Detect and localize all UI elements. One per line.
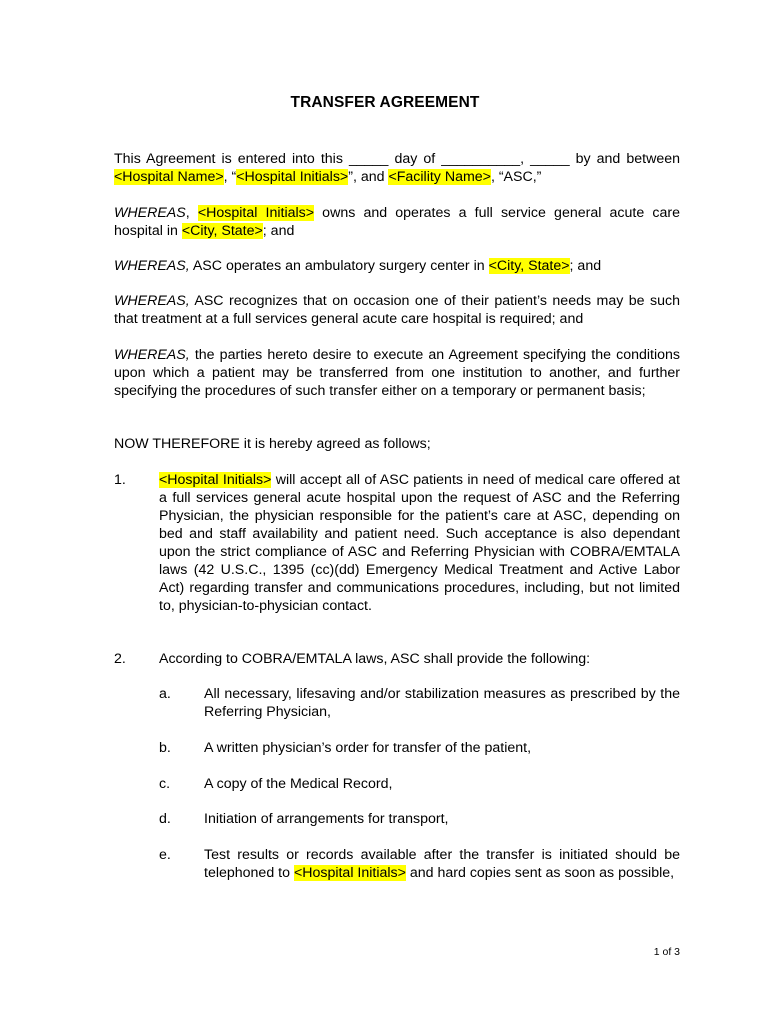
hospital-name-placeholder: <Hospital Name> xyxy=(114,169,224,185)
subitem-c-text: A copy of the Medical Record, xyxy=(204,776,393,792)
subitem-letter-e: e. xyxy=(159,847,171,863)
subitem-e-text-1: Test results or records available after the transfer is initiated should be telephoned to xyxy=(204,847,680,881)
city-state-placeholder: <City, State> xyxy=(488,258,570,274)
subitem-e-text xyxy=(204,846,680,882)
whereas1-text-1: , xyxy=(185,205,198,221)
item-1-body xyxy=(159,471,680,615)
whereas-lead: WHEREAS xyxy=(114,205,186,221)
whereas-paragraph-3 xyxy=(114,292,680,328)
hospital-initials-placeholder: <Hospital Initials> xyxy=(293,865,406,881)
whereas2-text-2: ; and xyxy=(569,258,602,274)
facility-name-placeholder: <Facility Name> xyxy=(388,169,491,185)
page-number: 1 of 3 xyxy=(653,946,680,958)
whereas4-text: the parties hereto desire to execute an Agreement specifying the conditions upon which a patient may be transferred from one institution to another, and further specifying the procedures of such transfer either on a temporary or permanent basis; xyxy=(114,347,680,399)
intro-text-4: , “ASC,” xyxy=(490,169,542,185)
document-title: TRANSFER AGREEMENT xyxy=(290,94,480,111)
item-number-2: 2. xyxy=(114,651,126,667)
intro-paragraph xyxy=(114,150,680,186)
whereas-lead: WHEREAS, xyxy=(114,258,190,274)
whereas-paragraph-1 xyxy=(114,204,680,240)
whereas1-text-2: owns and operates a full service general acute care hospital in xyxy=(114,205,680,239)
intro-text-2: , “ xyxy=(223,169,237,185)
whereas3-text: ASC recognizes that on occasion one of their patient’s needs may be such that treatment at a full services general acute care hospital is required; and xyxy=(114,293,680,327)
intro-text-3: ”, and xyxy=(348,169,389,185)
subitem-d-text: Initiation of arrangements for transport, xyxy=(204,811,449,827)
subitem-letter-c: c. xyxy=(159,776,171,792)
item-2-body: According to COBRA/EMTALA laws, ASC shall provide the following: xyxy=(159,651,591,667)
subitem-letter-b: b. xyxy=(159,740,171,756)
whereas2-text-1: ASC operates an ambulatory surgery center in xyxy=(189,258,489,274)
subitem-b-text: A written physician’s order for transfer of the patient, xyxy=(204,740,532,756)
subitem-e-text-2: and hard copies sent as soon as possible, xyxy=(405,865,675,881)
hospital-initials-placeholder: <Hospital Initials> xyxy=(236,169,349,185)
now-therefore-paragraph: NOW THEREFORE it is hereby agreed as follows; xyxy=(114,436,431,452)
hospital-initials-placeholder: <Hospital Initials> xyxy=(197,205,315,221)
whereas-lead: WHEREAS, xyxy=(114,293,190,309)
whereas-paragraph-4 xyxy=(114,346,680,400)
whereas-lead: WHEREAS, xyxy=(114,347,190,363)
subitem-a-text: All necessary, lifesaving and/or stabilization measures as prescribed by the Referring Physician, xyxy=(204,686,680,720)
city-state-placeholder: <City, State> xyxy=(181,223,263,239)
item-1-text: will accept all of ASC patients in need of medical care offered at a full services general acute hospital upon the request of ASC and the Referring Physician, the physician responsible for the patient’s care at ASC, depending on bed and staff availability and patient need. Such acceptance is also dependant upon the strict compliance of ASC and Referring Physician with COBRA/EMTALA laws (42 U.S.C., 1395 (cc)(dd) Emergency Medical Treatment and Active Labor Act) regarding transfer and communications procedures, including, but not limited to, physician-to-physician contact. xyxy=(159,472,680,614)
subitem-letter-a: a. xyxy=(159,686,171,702)
whereas1-text-3: ; and xyxy=(262,223,295,239)
subitem-letter-d: d. xyxy=(159,811,171,827)
hospital-initials-placeholder: <Hospital Initials> xyxy=(159,472,272,488)
intro-text-1: This Agreement is entered into this _____ day of __________, _____ by and between xyxy=(114,151,680,167)
item-number-1: 1. xyxy=(114,472,126,488)
whereas-paragraph-2 xyxy=(114,257,680,275)
